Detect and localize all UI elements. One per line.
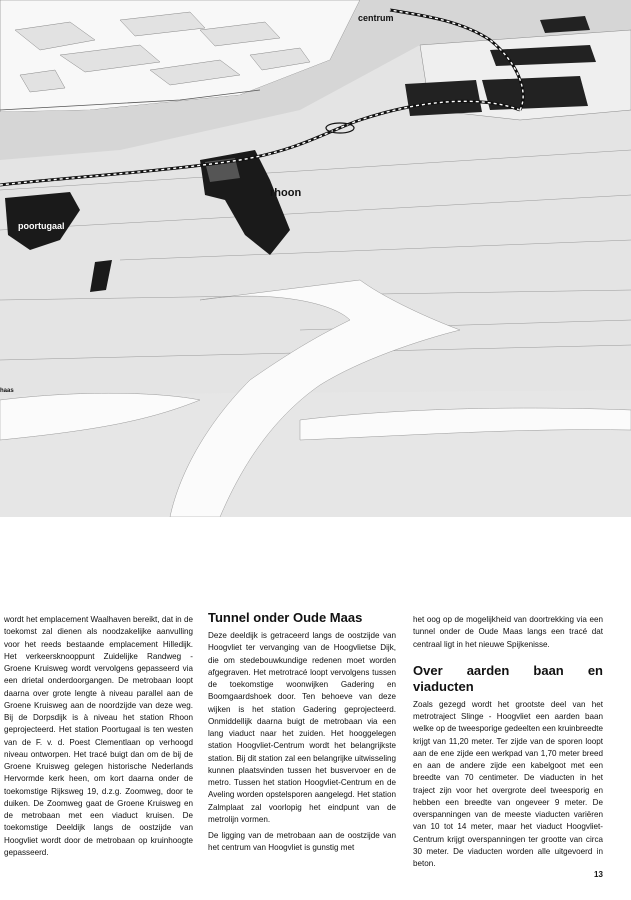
map-label-haas: haas — [0, 388, 14, 394]
text-column-3 — [413, 614, 603, 870]
section-heading-tunnel: Tunnel onder Oude Maas — [208, 610, 363, 625]
paragraph: Zoals gezegd wordt het grootste deel van het metrotraject Slinge - Hoogvliet een aarden baan welke op de tweesporige gedeelten een kruinbreedte krijgt van 11,20 meter. Ter zijde van de sporen loopt aan de ene zijde een werkpad van 1,70 meter breed en aan de andere zijde een kabelgoot met een breedte van 70 centimeter. De viaducten in het traject zijn voor het overgrote deel tweesporig en hebben een breedte van ongeveer 9 meter. De overspanningen van de meeste viaducten variëren van 10 tot 14 meter, maar het viaduct Hoogvliet-Centrum krijgt overspanningen ter grootte van circa 30 meter. De viaducten worden alle uitgevoerd in beton. — [413, 699, 603, 868]
map-label-rhoon: rhoon — [270, 187, 302, 199]
map-label-poortugaal: poortugaal — [18, 221, 65, 231]
paragraph: het oog op de mogelijkheid van doortrekking via een tunnel onder de Oude Maas langs een tracé dat centraal ligt in het nieuwe Spijkenisse. — [413, 615, 603, 649]
paragraph: De ligging van de metrobaan aan de oostzijde van het centrum van Hoogvliet is gunstig met — [208, 831, 396, 853]
section-heading-viaducten: Over aarden baan en viaducten — [413, 662, 603, 694]
paragraph: wordt het emplacement Waalhaven bereikt, dat in de toekomst zal dienen als noodzakelijke aanvulling voor het reeds bestaande emplacement Hilledijk. Het verkeersknooppunt Zuidelijke Randweg - Groene Kruisweg wordt vervolgens gepasseerd via een drietal onderdoorgangen. De metrobaan loopt daarna over grote lengte à niveau parallel aan de Groene Kruisweg aan de noordzijde van deze weg. Bij de Dorpsdijk is à niveau het station Rhoon geprojecteerd. Het station Poortugaal is ten westen van de F. v. d. Poest Clementlaan op verhoogd niveau ontworpen. Het tracé buigt dan om de bij de Groene Kruisweg gelegen historische Nederlands Hervormde kerk heen, om kort daarna onder de toekomstige Rijksweg 19, d.z.g. Zoomweg, door te duiken. De Zoomweg gaat de Groene Kruisweg en de metrobaan met een viaduct kruisen. De toekomstige Deeldijk langs de oostzijde van Hoogvliet wordt door de metrobaan op kruinhoogte gepasseerd. — [4, 615, 193, 857]
map-label-centrum: centrum — [358, 13, 394, 23]
text-column-1 — [4, 614, 193, 859]
paragraph: Deze deeldijk is getraceerd langs de oostzijde van Hoogvliet ter vervanging van de Hoogvlietse Dijk, die om stedebouwkundige redenen moet worden afgegraven. Het metrotracé loopt vervolgens tussen de toekomstige woonwijken Gadering en Boomgaardshoek door. Ten behoeve van deze wijken is het station Gadering geprojecteerd. Onmiddellijk daarna buigt de metrobaan via een lang viaduct naar het zuiden. Het hooggelegen station Hoogvliet-Centrum wordt het belangrijkste station. Bij dit station zal een belangrijke uitwisseling kunnen plaatsvinden tussen het busvervoer en de metro. Tussen het station Hoogvliet-Centrum en de Aveling worden opstelsporen aangelegd. Het station Zalmplaat zal voorlopig het eindpunt van de metrolijn vormen. — [208, 631, 396, 824]
text-column-2 — [208, 610, 396, 855]
page-number: 13 — [594, 870, 603, 879]
